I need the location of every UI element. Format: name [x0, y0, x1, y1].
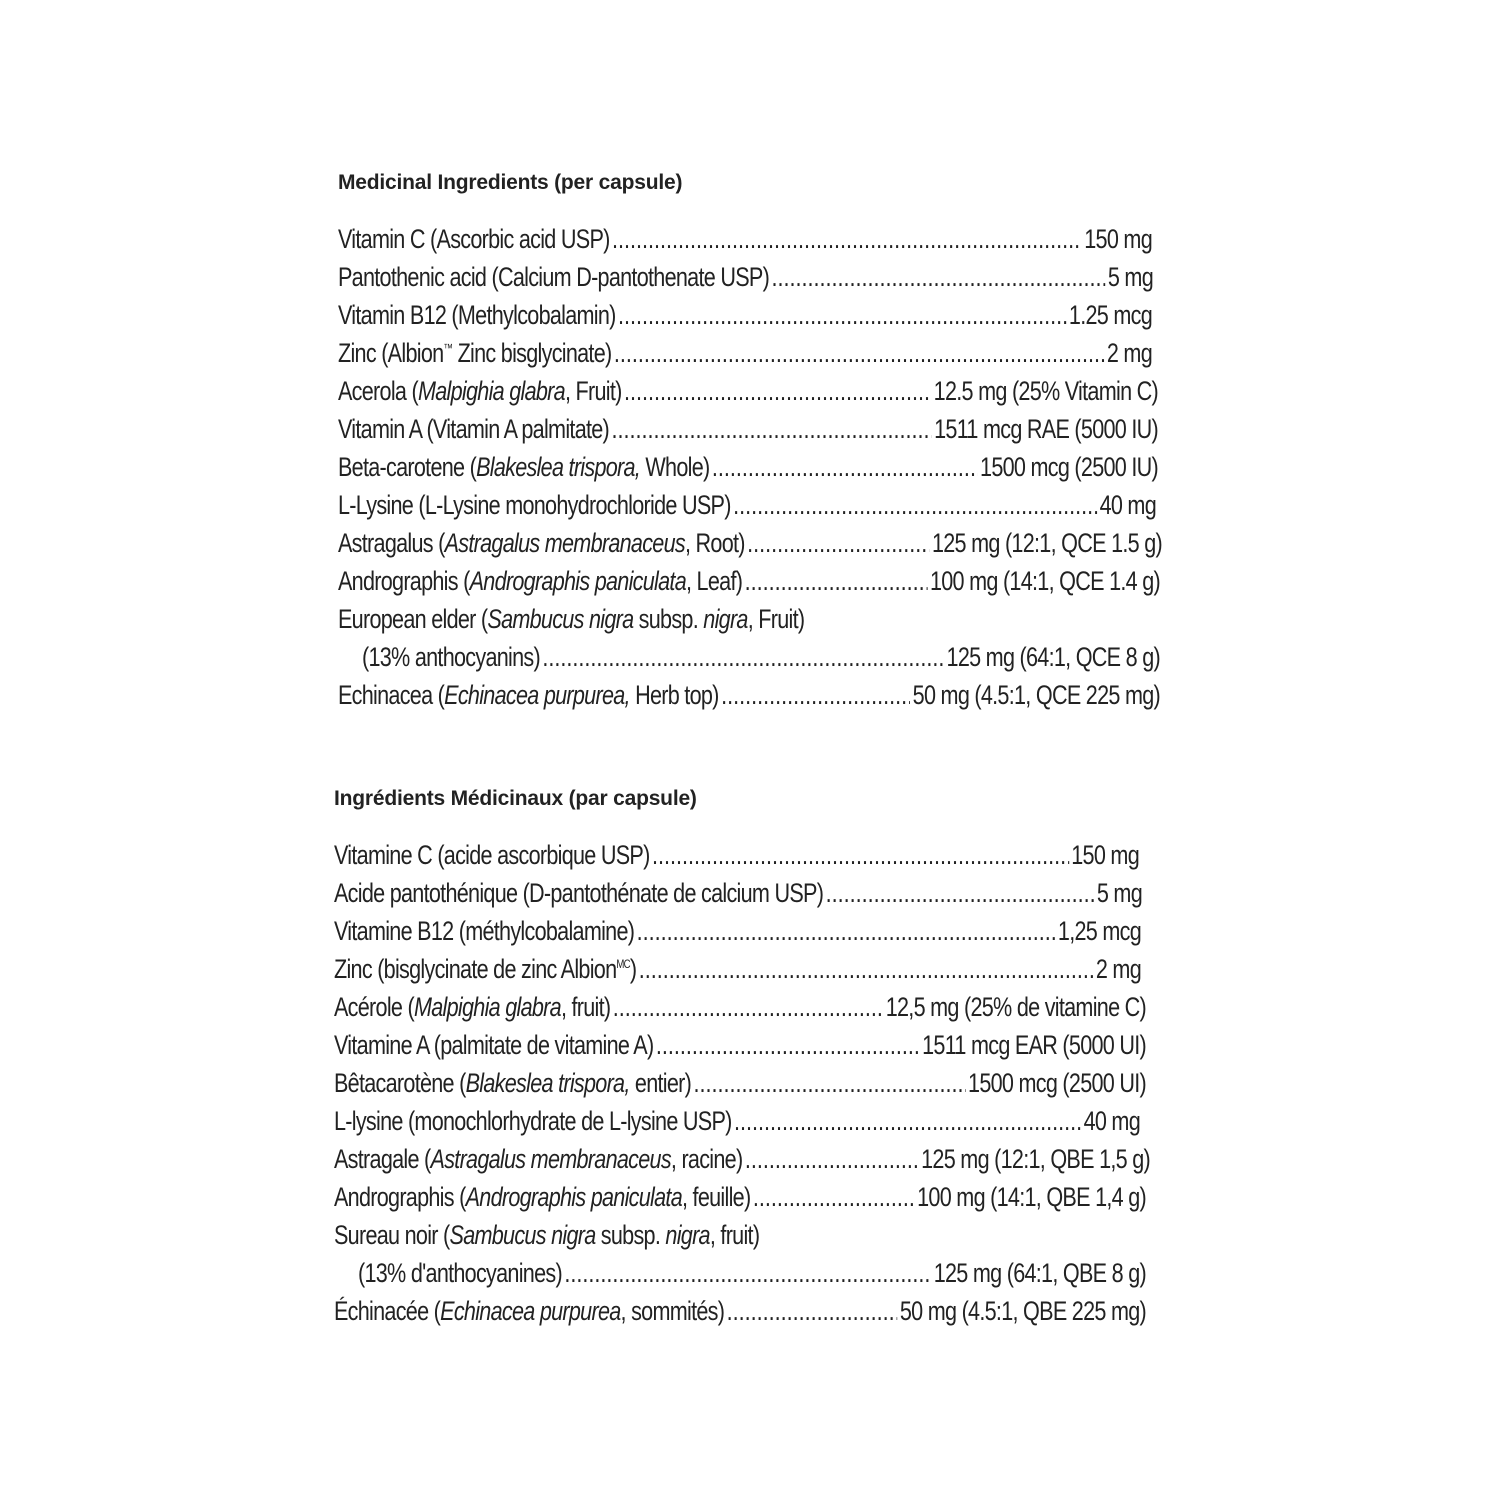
ingredient-name [338, 296, 616, 334]
dot-leader [734, 1102, 1081, 1140]
ingredient-amount: 2 mg [1106, 338, 1152, 368]
ingredient-row [334, 874, 1142, 912]
ingredient-row [338, 638, 1160, 676]
french-ingredient-list [334, 836, 1150, 1330]
dot-leader [745, 562, 928, 600]
dot-leader [753, 1178, 915, 1216]
trademark-mark: ™ [443, 341, 453, 355]
ingredient-amount: 125 mg (64:1, QBE 8 g) [933, 1258, 1146, 1288]
name-text: Vitamin A (Vitamin A palmitate) [338, 414, 610, 444]
ingredient-amount: 1,25 mcg [1057, 916, 1141, 946]
ingredient-amount: 1511 mcg EAR (5000 UI) [922, 1030, 1146, 1060]
ingredient-amount: 5 mg [1107, 262, 1153, 292]
dot-leader [613, 988, 884, 1026]
ingredient-row [334, 1140, 1150, 1178]
latin-name: Sambucus nigra [449, 1220, 596, 1250]
dot-leader [639, 950, 1094, 988]
latin-name: Andrographis paniculata [469, 566, 686, 596]
ingredient-name [338, 410, 609, 448]
english-heading: Medicinal Ingredients (per capsule) [338, 171, 683, 194]
ingredient-amount: 125 mg (12:1, QBE 1,5 g) [921, 1144, 1150, 1174]
ingredient-name [338, 524, 745, 562]
ingredient-amount: 125 mg (12:1, QCE 1.5 g) [931, 528, 1162, 558]
ingredient-row [334, 1064, 1146, 1102]
dot-leader [733, 486, 1097, 524]
ingredient-name [334, 988, 610, 1026]
dot-leader [712, 448, 978, 486]
ingredient-name [334, 1102, 732, 1140]
name-text: , fruit) [560, 992, 611, 1022]
name-text: ) [629, 954, 637, 984]
latin-name: nigra [703, 604, 748, 634]
ingredient-name [338, 562, 742, 600]
ingredient-row [338, 334, 1152, 372]
name-text: Astragale ( [334, 1144, 431, 1174]
ingredient-amount: 1500 mcg (2500 UI) [968, 1068, 1146, 1098]
latin-name: Malpighia glabra [413, 992, 561, 1022]
ingredient-amount: 100 mg (14:1, QBE 1,4 g) [917, 1182, 1146, 1212]
dot-leader [564, 1254, 931, 1292]
ingredient-row [338, 486, 1156, 524]
name-text: Échinacée ( [334, 1296, 441, 1326]
ingredient-amount: 12.5 mg (25% Vitamin C) [933, 376, 1158, 406]
latin-name: Sambucus nigra [487, 604, 634, 634]
english-ingredients-section [338, 168, 1164, 714]
dot-leader [727, 1292, 898, 1330]
name-text: Andrographis ( [338, 566, 470, 596]
name-text: Vitamine C (acide ascorbique USP) [334, 840, 650, 870]
ingredient-row [338, 296, 1152, 334]
trademark-mark: MC [616, 957, 630, 971]
ingredient-name [334, 1026, 653, 1064]
ingredient-name [338, 638, 540, 676]
name-text: European elder ( [338, 604, 488, 634]
french-heading: Ingrédients Médicinaux (par capsule) [334, 787, 697, 810]
dot-leader [652, 836, 1069, 874]
dot-leader [656, 1026, 920, 1064]
ingredient-name [338, 372, 622, 410]
ingredient-row [338, 258, 1153, 296]
ingredient-amount: 2 mg [1095, 954, 1141, 984]
ingredient-row [334, 988, 1146, 1026]
dot-leader [624, 372, 931, 410]
ingredient-name [334, 1292, 724, 1330]
ingredient-amount: 1511 mcg RAE (5000 IU) [934, 414, 1158, 444]
name-text: Herb top) [629, 680, 719, 710]
ingredient-amount: 40 mg [1083, 1106, 1140, 1136]
ingredient-name [334, 912, 634, 950]
ingredient-name [334, 1140, 742, 1178]
name-text: , Fruit) [747, 604, 805, 634]
name-text: Andrographis ( [334, 1182, 466, 1212]
ingredient-amount: 150 mg [1071, 840, 1139, 870]
name-text: , sommités) [620, 1296, 725, 1326]
dot-leader [542, 638, 944, 676]
ingredient-row [338, 600, 804, 638]
ingredient-name [334, 836, 650, 874]
name-text: Astragalus ( [338, 528, 445, 558]
ingredient-amount: 100 mg (14:1, QCE 1.4 g) [929, 566, 1160, 596]
ingredient-name [338, 258, 769, 296]
latin-name: Blakeslea trispora, [476, 452, 641, 482]
name-text: Zinc bisglycinate) [452, 338, 612, 368]
name-text: , Root) [684, 528, 745, 558]
ingredient-amount: 12,5 mg (25% de vitamine C) [885, 992, 1146, 1022]
ingredient-name [338, 448, 709, 486]
english-ingredient-list [338, 220, 1164, 714]
ingredient-amount: 40 mg [1099, 490, 1156, 520]
ingredient-name [338, 600, 804, 638]
name-text: , fruit) [709, 1220, 760, 1250]
dot-leader [771, 258, 1105, 296]
ingredient-row [338, 562, 1160, 600]
name-text: , Leaf) [686, 566, 743, 596]
name-text: Vitamine B12 (méthylcobalamine) [334, 916, 635, 946]
dot-leader [614, 334, 1105, 372]
ingredient-name [338, 676, 719, 714]
dot-leader [611, 410, 931, 448]
name-text: subsp. [595, 1220, 666, 1250]
ingredient-amount: 50 mg (4.5:1, QCE 225 mg) [912, 680, 1160, 710]
ingredient-name [334, 874, 823, 912]
ingredient-row [334, 1216, 760, 1254]
ingredient-row [338, 524, 1162, 562]
name-text: subsp. [633, 604, 704, 634]
ingredient-row [338, 448, 1158, 486]
latin-name: Astragalus membranaceus [444, 528, 685, 558]
ingredient-row [338, 372, 1158, 410]
ingredient-row [334, 1178, 1146, 1216]
ingredient-name [334, 1064, 691, 1102]
name-text: Bêtacarotène ( [334, 1068, 466, 1098]
latin-name: Echinacea purpurea, [444, 680, 630, 710]
dot-leader [721, 676, 910, 714]
latin-name: Astragalus membranaceus [430, 1144, 671, 1174]
dot-leader [694, 1064, 966, 1102]
name-text: Acerola ( [338, 376, 418, 406]
ingredient-name [334, 1216, 760, 1254]
dot-leader [637, 912, 1056, 950]
ingredient-amount: 125 mg (64:1, QCE 8 g) [946, 642, 1160, 672]
name-text: Vitamin C (Ascorbic acid USP) [338, 224, 610, 254]
ingredient-row [338, 676, 1160, 714]
dot-leader [826, 874, 1095, 912]
latin-name: nigra [665, 1220, 710, 1250]
name-text: Acide pantothénique (D-pantothénate de calcium USP) [334, 878, 824, 908]
ingredient-name [338, 334, 611, 372]
ingredient-row [334, 1102, 1140, 1140]
ingredient-name [334, 1254, 562, 1292]
name-text: entier) [629, 1068, 692, 1098]
name-text: L-lysine (monochlorhydrate de L-lysine USP) [334, 1106, 732, 1136]
ingredient-name [334, 950, 636, 988]
dot-leader [745, 1140, 919, 1178]
latin-name: Malpighia glabra [417, 376, 565, 406]
name-text: Pantothenic acid (Calcium D-pantothenate USP) [338, 262, 770, 292]
ingredient-row [334, 1292, 1146, 1330]
dot-leader [612, 220, 1082, 258]
name-text: Zinc (bisglycinate de zinc Albion [334, 954, 617, 984]
ingredient-row [334, 1026, 1146, 1064]
ingredient-name [338, 486, 731, 524]
name-text: Echinacea ( [338, 680, 445, 710]
ingredient-row [334, 950, 1141, 988]
name-text: (13% d'anthocyanines) [358, 1258, 562, 1288]
ingredient-amount: 50 mg (4.5:1, QBE 225 mg) [899, 1296, 1146, 1326]
name-text: Vitamin B12 (Methylcobalamin) [338, 300, 616, 330]
ingredient-name [334, 1178, 750, 1216]
latin-name: Andrographis paniculata [465, 1182, 682, 1212]
ingredient-amount: 5 mg [1096, 878, 1142, 908]
french-ingredients-section [334, 784, 1150, 1330]
name-text: Zinc (Albion [338, 338, 444, 368]
ingredient-row [334, 912, 1141, 950]
name-text: , feuille) [682, 1182, 751, 1212]
name-text: (13% anthocyanins) [362, 642, 540, 672]
name-text: Vitamine A (palmitate de vitamine A) [334, 1030, 654, 1060]
ingredient-amount: 1500 mcg (2500 IU) [980, 452, 1158, 482]
dot-leader [747, 524, 929, 562]
name-text: Sureau noir ( [334, 1220, 450, 1250]
dot-leader [618, 296, 1066, 334]
name-text: , racine) [670, 1144, 743, 1174]
ingredient-amount: 150 mg [1084, 224, 1152, 254]
name-text: L-Lysine (L-Lysine monohydrochloride USP) [338, 490, 731, 520]
name-text: Acérole ( [334, 992, 414, 1022]
ingredient-name [338, 220, 610, 258]
ingredient-row [338, 220, 1152, 258]
latin-name: Echinacea purpurea [440, 1296, 621, 1326]
name-text: Whole) [640, 452, 710, 482]
ingredient-row [338, 410, 1158, 448]
name-text: , Fruit) [564, 376, 622, 406]
name-text: Beta-carotene ( [338, 452, 477, 482]
latin-name: Blakeslea trispora, [465, 1068, 630, 1098]
ingredient-amount: 1.25 mcg [1068, 300, 1152, 330]
ingredient-row [334, 1254, 1146, 1292]
ingredient-row [334, 836, 1139, 874]
